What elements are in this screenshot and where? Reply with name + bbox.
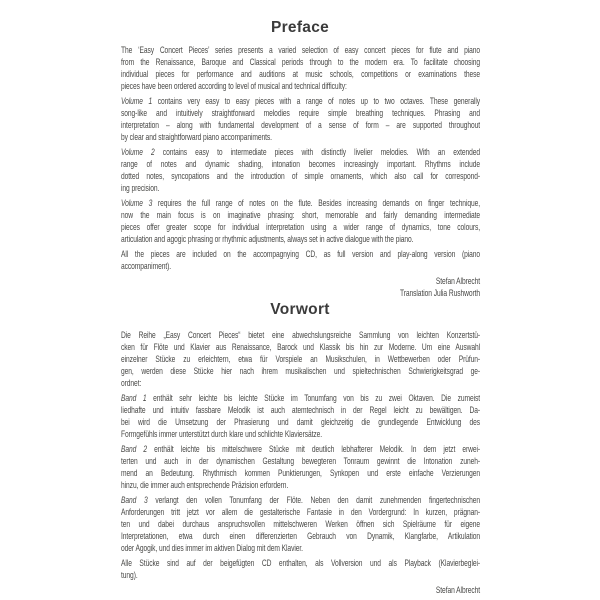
signature: Stefan Albrecht xyxy=(435,584,481,595)
volume-label: Volume 3 xyxy=(121,197,153,208)
text-line: pieces offer greater scope for individual interpretation using a wider range of dynamics, tone colours, xyxy=(121,221,481,232)
text-line: from the Renaissance, Baroque and Classical periods through to the modern era. To facilitate choosing xyxy=(121,56,481,67)
paragraph xyxy=(121,557,480,581)
text-line: Band 2 enthält leichte bis mittelschwere Stücke mit deutlich lebhafterer Melodik. In dem jetzt erwei- xyxy=(121,443,481,454)
text-line: cken für Flöte und Klavier aus Renaissance, Barock und Klassik bis hin zur Moderne. Um eine Auswahl xyxy=(121,341,481,352)
paragraph xyxy=(121,329,480,389)
volume-label: Band 1 xyxy=(121,392,147,403)
text-line: range of notes and dynamic shading, intonation becomes increasingly important. Rhythms include xyxy=(121,158,481,169)
paragraph xyxy=(121,248,480,272)
text-line: articulation and agogic phrasing or rhythmic adjustments, always set in active dialogue with the piano. xyxy=(121,233,414,244)
text-line: now the main focus is on imaginative phrasing: short, memorable and fairly demanding intermediate xyxy=(121,209,481,220)
text-line: dotted notes, syncopations and the introduction of simple ornaments, which also call for correspond- xyxy=(121,170,481,181)
text-line: song-like and intuitively straightforward melodies require simple breathing techniques. Phrasing and xyxy=(121,107,481,118)
vorwort-body xyxy=(121,329,480,596)
text-line: ten und dabei durchaus anspruchsvollen mittelschweren Werken öffnen sich Spielräume für eigene xyxy=(121,518,481,529)
text-line: einzelner Stücke zu erleichtern, etwa für Vorspiele an Musikschulen, in Wettbewerben oder Prüfun- xyxy=(121,353,481,364)
paragraph xyxy=(121,146,480,194)
volume-label: Volume 2 xyxy=(121,146,155,157)
text-line: Band 3 verlangt den vollen Tonumfang der Flöte. Neben den damit zunehmenden fingertechnischen xyxy=(121,494,481,505)
text-line: Die Reihe „Easy Concert Pieces“ bietet eine abwechslungsreiche Sammlung von leichten Konzertstü- xyxy=(121,329,481,340)
text-line: Volume 2 contains easy to intermediate pieces with distinctly livelier melodies. With an extended xyxy=(121,146,481,157)
paragraph xyxy=(121,392,480,440)
signature: Translation Julia Rushworth xyxy=(399,287,481,298)
volume-label: Volume 1 xyxy=(121,95,153,106)
text-line: terten und auch in der dynamischen Gestaltung bewegteren Tonraum gewinnt die Intonation zuneh- xyxy=(121,455,481,466)
text-line: liedhafte und intuitiv fassbare Melodik ist auch atemtechnisch in der Regel leicht zu bewältigen. Da- xyxy=(121,404,481,415)
text-line: Formgefühls immer unterstützt durch klare und schlichte Klaviersätze. xyxy=(121,428,323,439)
text-line: by clear and straightforward piano accompaniments. xyxy=(121,131,272,142)
preface-body xyxy=(121,44,480,299)
text-line: Volume 1 contains very easy to easy pieces with a range of notes up to two octaves. These generally xyxy=(121,95,481,106)
text-line: Alle Stücke sind auf der beigefügten CD enthalten, als Vollversion und als Playback (Klavierbeglei- xyxy=(121,557,481,568)
text-line: The ‘Easy Concert Pieces’ series presents a varied selection of easy concert pieces for flute and piano xyxy=(121,44,481,55)
paragraph xyxy=(121,44,480,92)
text-line: individual pieces for performance and auditions at music schools, competitions or examinations these xyxy=(121,68,481,79)
preface-title: Preface xyxy=(270,19,330,36)
text-line: ing precision. xyxy=(121,182,160,193)
volume-label: Band 2 xyxy=(121,443,148,454)
paragraph xyxy=(121,494,480,554)
paragraph xyxy=(121,197,480,245)
text-line: bei wird die Umsetzung der Phrasierung und damit gleichzeitig die grundlegende Entwicklung des xyxy=(121,416,481,427)
text-line: All the pieces are included on the accompagnying CD, as full version and play-along version (piano xyxy=(121,248,481,259)
text-line: Volume 3 requires the full range of notes on the flute. Besides increasing demands on finger technique, xyxy=(121,197,481,208)
text-line: hinzu, die immer auch entsprechende Präzision erfordern. xyxy=(121,479,289,490)
text-line: accompaniment). xyxy=(121,260,172,271)
text-line: pieces have been ordered according to level of musical and technical difficulty: xyxy=(121,80,347,91)
text-line: Band 1 enthält sehr leichte bis leichte Stücke im Tonumfang von bis zu zwei Oktaven. Die zumeist xyxy=(121,392,481,403)
paragraph xyxy=(121,95,480,143)
text-line: mend an Bedeutung. Rhythmisch kommen Punktierungen, Synkopen und erste einfache Verzierungen xyxy=(121,467,481,478)
text-line: gen, werden diese Stücke hier nach ihrem musikalischen und spieltechnischen Schwierigkeitsgrad ge- xyxy=(121,365,481,376)
paragraph xyxy=(121,443,480,491)
volume-label: Band 3 xyxy=(121,494,148,505)
text-line: Interpretationen, etwa durch einen differenzierten Gebrauch von Dynamik, Klangfarbe, Artikulation xyxy=(121,530,481,541)
text-line: tung). xyxy=(121,569,138,580)
text-line: oder Agogik, und dies immer im aktiven Dialog mit dem Klavier. xyxy=(121,542,303,553)
text-line: interpretation – along with fundamental development of a sense of form – are supported throughout xyxy=(121,119,481,130)
signature: Stefan Albrecht xyxy=(435,275,481,286)
text-line: Anforderungen tritt jetzt vor allem die gestalterische Fantasie in den Vordergrund: In kurzen, prägnan- xyxy=(121,506,481,517)
vorwort-title: Vorwort xyxy=(270,301,330,318)
text-line: ordnet: xyxy=(121,377,142,388)
